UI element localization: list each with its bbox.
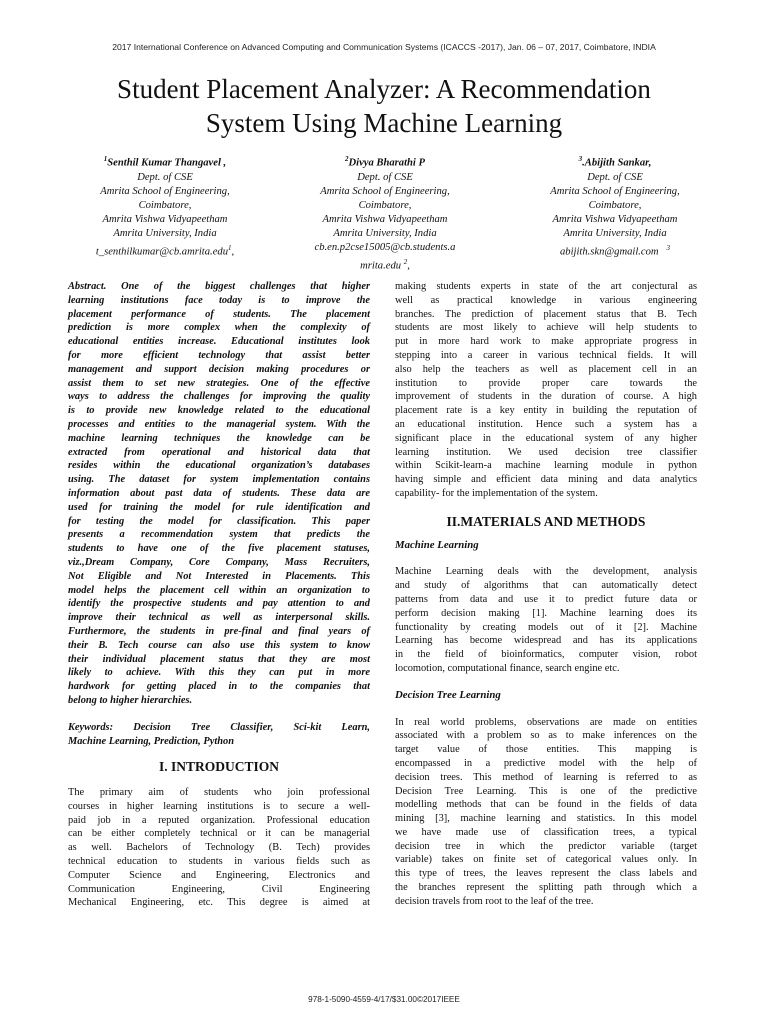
text-line: can be either completely technical or it can be managerial	[68, 828, 370, 840]
text-line: model helps the placement cell within an organization to	[68, 584, 370, 596]
text-line: Communication Engineering, Civil Engineering	[68, 883, 370, 895]
text-line: In real world problems, observations are made on entities	[395, 716, 697, 728]
right-column	[395, 280, 697, 909]
text-line: the branches represent the splitting path through which a	[395, 882, 697, 894]
author-block-2	[280, 152, 490, 273]
text-line: making students experts in state of the art conjectural as	[395, 281, 697, 292]
text-line: Not Eligible and Not Interested in Placements. This	[68, 570, 370, 582]
text-line: processes and entities to the managerial system. With the	[68, 418, 370, 430]
text-line: variable) takes on finite set of categorical values only. In	[395, 854, 697, 866]
author-name: $^3$.Abijith Sankar,	[578, 155, 652, 169]
text-line: their individual placement status that they are most	[68, 653, 370, 665]
subsection-heading-dt: Decision Tree Learning	[395, 688, 501, 701]
text-line: perform decision making [1]. Machine learning does its	[395, 607, 697, 619]
text-line: and study of algorithms that can automatically detect	[395, 580, 697, 592]
keywords	[68, 721, 370, 749]
text-line: students to have one of the five placement statuses,	[68, 543, 370, 555]
text-line: viz.,Dream Company, Core Company, Mass Recruiters,	[68, 556, 370, 568]
text-line: associated with a problem so as to make inferences on the	[395, 730, 697, 742]
intro-paragraph-continued	[395, 280, 697, 501]
text-line: encompassed in a predictive model with the help of	[395, 757, 697, 769]
text-line: Keywords: Decision Tree Classifier, Sci-kit Learn,	[68, 721, 370, 733]
author-country: Amrita University, India	[563, 227, 667, 239]
author-block-1	[60, 152, 270, 259]
text-line: branches. The prediction of placement status that B. Tech	[395, 308, 697, 320]
text-line: extracted from operational and historical data that	[68, 446, 370, 458]
text-line: their B. Tech course can also use this system to know	[68, 639, 370, 651]
author-school: Amrita School of Engineering,	[100, 185, 230, 197]
copyright-footer: 978-1-5090-4559-4/17/$31.00©2017IEEE	[308, 995, 460, 1004]
text-line: presents a recommendation system that predicts the	[68, 529, 370, 541]
text-line: learning institutions face today is to improve the	[68, 294, 370, 306]
text-line: prediction is more complex when the complexity of	[68, 322, 370, 334]
text-line: students are most likely to achieve will help students to	[395, 322, 697, 334]
text-line: used for training the model for rule identification and	[68, 501, 370, 513]
author-email[interactable]: cb.en.p2cse15005@cb.students.a	[314, 241, 456, 253]
text-line: also help the teachers as well as placement cell in an	[395, 363, 697, 375]
text-line: improvement of students in the duration of course. A high	[395, 391, 697, 403]
text-line: identify the prospective students and pay attention to and	[68, 598, 370, 610]
text-line: put in more hard work to make appropriate progress in	[395, 336, 697, 348]
author-school: Amrita School of Engineering,	[550, 185, 680, 197]
author-block-3	[510, 152, 720, 259]
text-line: placement performance of students. The placement	[68, 308, 370, 320]
section-heading-introduction: I. INTRODUCTION	[158, 759, 280, 775]
text-line: modelling methods that can be found in the fields of data	[395, 799, 697, 811]
author-dept: Dept. of CSE	[587, 171, 643, 183]
text-line: capability- for the implementation of the system.	[395, 487, 598, 499]
author-name: $^2$Divya Bharathi P	[344, 155, 425, 169]
author-country: Amrita University, India	[333, 227, 437, 239]
paper-title	[40, 72, 728, 140]
text-line: resides within the educational organization’s databases	[68, 460, 370, 472]
author-university: Amrita Vishwa Vidyapeetham	[322, 213, 448, 225]
text-line: improve their technical as well as interpersonal skills.	[68, 612, 370, 624]
author-city: Coimbatore,	[358, 199, 412, 211]
text-line: for testing the model for classification. This paper	[68, 515, 370, 527]
text-line: belong to higher hierarchies.	[68, 694, 193, 706]
text-line: educational entities increase. Educational institutes look	[68, 336, 370, 348]
text-line: well as practical knowledge in various engineering	[395, 294, 697, 306]
text-line: an educational institution. Hence such a system has a	[395, 418, 697, 430]
text-line: we have made use of classification trees, a typical	[395, 826, 697, 838]
text-line: using. The dataset for system implementation contains	[68, 474, 370, 486]
author-university: Amrita Vishwa Vidyapeetham	[552, 213, 678, 225]
abstract	[68, 280, 370, 708]
text-line: in the field of bioinformatics, computer vision, robot	[395, 649, 697, 661]
text-line: stepping into a career in various technical fields. It will	[395, 349, 697, 361]
text-line: machine learning techniques the knowledge can be	[68, 432, 370, 444]
text-line: Learning has become widespread and has its applications	[395, 635, 697, 647]
dt-paragraph	[395, 716, 697, 909]
text-line: Machine Learning deals with the development, analysis	[395, 566, 697, 578]
text-line: target value of those entities. This mapping is	[395, 744, 697, 756]
title-line-2: System Using Machine Learning	[205, 108, 563, 138]
left-column	[68, 280, 370, 910]
text-line: locomotion, computational finance, search engine etc.	[395, 662, 620, 674]
conference-header: 2017 International Conference on Advanced Computing and Communication Systems (ICACCS -2017), Jan. 06 – 07, 2017, Coimbatore, INDIA	[112, 42, 656, 52]
text-line: courses in higher learning institutions is to secure a well-	[68, 800, 370, 812]
text-line: patterns from data and use it to predict future data or	[395, 593, 697, 605]
text-line: institution to provide proper care towards the	[395, 377, 697, 389]
author-email-cont[interactable]: mrita.edu $^2$,	[360, 257, 410, 272]
title-line-1: Student Placement Analyzer: A Recommendation	[117, 74, 651, 104]
text-line: Decision Tree Learning. This is one of the predictive	[395, 785, 697, 797]
text-line: this type of trees, the leaves represent the class labels and	[395, 868, 697, 880]
ml-paragraph	[395, 565, 697, 675]
text-line: assist them to set new strategies. One of the effective	[68, 377, 370, 389]
author-dept: Dept. of CSE	[357, 171, 413, 183]
subsection-heading-ml: Machine Learning	[395, 538, 479, 551]
text-line: decision tree in which the predictor variable (target	[395, 840, 697, 852]
author-name: $^1$Senthil Kumar Thangavel ,	[103, 155, 227, 169]
author-dept: Dept. of CSE	[137, 171, 193, 183]
text-line: ways to address the challenges for improving the quality	[68, 391, 370, 403]
text-line: within Scikit-learn-a machine learning module in python	[395, 460, 697, 472]
text-line: technical education to students in various fields such as	[68, 856, 370, 868]
intro-paragraph	[68, 786, 370, 910]
text-line: Machine Learning, Prediction, Python	[68, 735, 234, 747]
text-line: functionality by creating models out of it [2]. Machine	[395, 621, 697, 633]
text-line: placement rate is a key entity in building the reputation of	[395, 405, 697, 417]
text-line: as well. Bachelors of Technology (B. Tech) provides	[68, 842, 370, 854]
text-line: Mechanical Engineering, etc. This degree is aimed at	[68, 897, 370, 909]
text-line: information about past data of students. These data are	[68, 487, 370, 499]
author-email[interactable]: abijith.skn@gmail.com $^3$	[559, 243, 671, 258]
text-line: management and support decision making procedures or	[68, 363, 370, 375]
text-line: Furthermore, the students in pre-final and final years of	[68, 625, 370, 637]
author-city: Coimbatore,	[138, 199, 192, 211]
text-line: learning institution. We used decision tree classifier	[395, 446, 697, 458]
author-university: Amrita Vishwa Vidyapeetham	[102, 213, 228, 225]
section-heading-methods: II.MATERIALS AND METHODS	[446, 513, 646, 529]
text-line: for more efficient technology that assist better	[68, 349, 370, 361]
author-school: Amrita School of Engineering,	[320, 185, 450, 197]
text-line: decision trees. This method of learning is referred to as	[395, 771, 697, 783]
text-line: The primary aim of students who join professional	[68, 787, 370, 799]
text-line: hardwork for getting placed in to the companies that	[68, 681, 370, 693]
author-country: Amrita University, India	[113, 227, 217, 239]
text-line: Abstract. One of the biggest challenges that higher	[68, 281, 370, 292]
text-line: likely to achieve. With this they can put in more	[68, 667, 370, 679]
text-line: Computer Science and Engineering, Electronics and	[68, 869, 370, 881]
text-line: mining [3], machine learning and statistics. In this model	[395, 813, 697, 825]
author-city: Coimbatore,	[588, 199, 642, 211]
text-line: decision travels from root to the leaf of the tree.	[395, 895, 594, 907]
text-line: is to provide new knowledge related to the educational	[68, 405, 370, 417]
text-line: significant place in the educational system of any higher	[395, 432, 697, 444]
text-line: paid job in a reputed organization. Professional education	[68, 814, 370, 826]
text-line: having simple and efficient data mining and data analytics	[395, 474, 697, 486]
author-email[interactable]: t_senthilkumar@cb.amrita.edu$^1$,	[95, 243, 235, 258]
